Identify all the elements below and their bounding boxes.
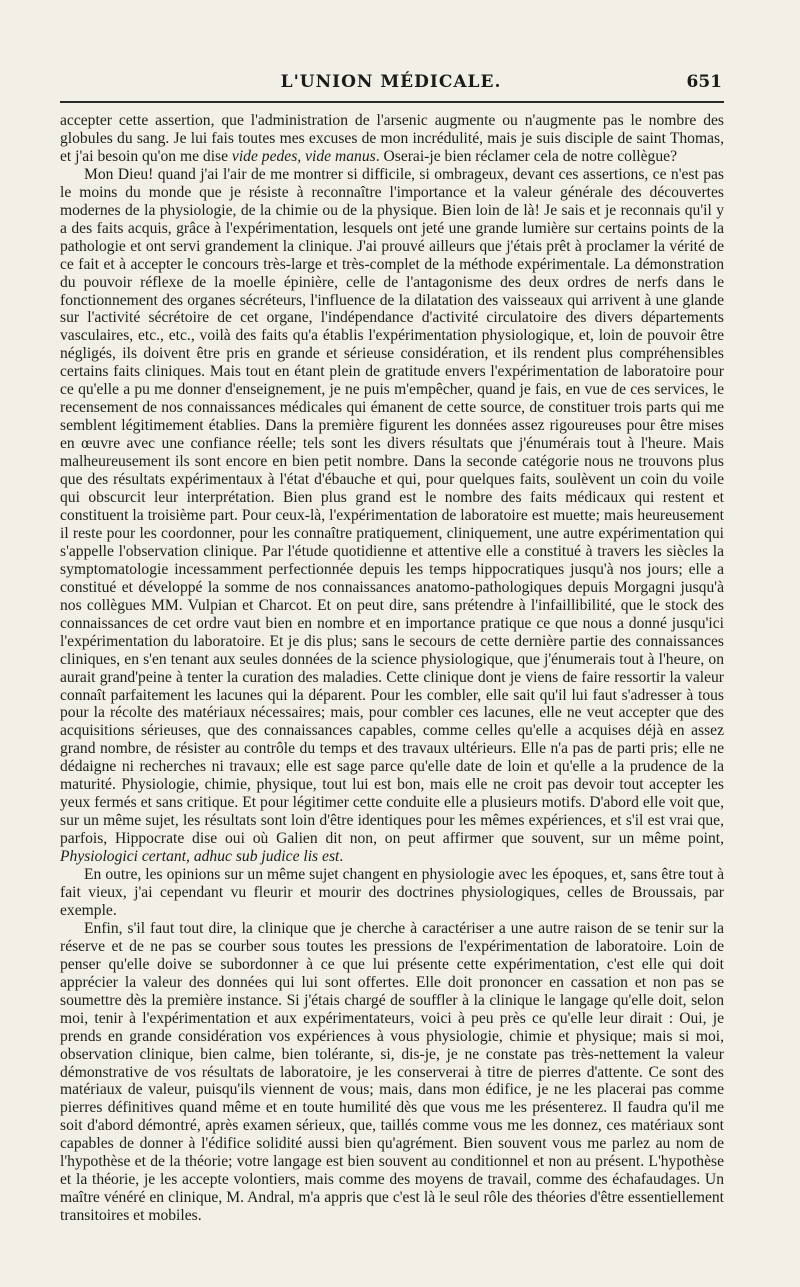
paragraph xyxy=(60,920,724,1225)
text-run: Mon Dieu! quand j'ai l'air de me montrer si difficile, si ombrageux, devant ces assertions, ce n'est pas le moins du monde que je résiste à reconnaître l'importance et la valeur générale des découvertes modernes de la physiologie, de la chimie ou de la physique. Bien loin de là! Je sais et je reconnais qu'il y a des faits acquis, grâce à l'expérimentation, lesquels ont jeté une grande lumière sur certains points de la pathologie et ont servi grandement la clinique. J'ai prouvé ailleurs que j'étais prêt à proclamer la vérité de ce fait et à accepter le concours très-large et très-complet de la méthode expérimentale. La démonstration du pouvoir réflexe de la moelle épinière, celle de l'antagonisme des deux ordres de nerfs dans le fonctionnement des organes sécréteurs, l'influence de la dilatation des vaisseaux qui arrivent à une glande sur l'activité sécrétoire de cet organe, l'indépendance d'activité circulatoire des divers départements vasculaires, etc., etc., voilà des faits qu'a établis l'expérimentation physiologique, et, loin de pouvoir être négligés, ils doivent être pris en grande et sérieuse considération, et ils rendent plus compréhensibles certains faits cliniques. Mais tout en étant plein de gratitude envers l'expérimentation de laboratoire pour ce qu'elle a pu me donner d'enseignement, je ne puis m'empêcher, quand je fais, en vue de ces services, le recensement de nos connaissances médicales qui émanent de cette source, de constituer trois parts qui me semblent légitimement établies. Dans la première figurent les données assez rigoureuses pour être mises en œuvre avec une confiance réelle; tels sont les divers résultats que j'énumérais tout à l'heure. Mais malheureusement ils sont encore en bien petit nombre. Dans la seconde catégorie nous ne trouvons plus que des résultats expérimentaux à l'état d'ébauche et qui, pour quelques faits, soulèvent un coin du voile qui obscurcit leur interprétation. Bien plus grand est le nombre des faits médicaux qui restent et constituent la troisième part. Pour ceux-là, l'expérimentation de laboratoire est muette; mais heureusement il reste pour les coordonner, pour les connaître pratiquement, cliniquement, une autre expérimentation qui s'appelle l'observation clinique. Par l'étude quotidienne et attentive elle a constitué à travers les siècles la symptomatologie incessamment perfectionnée depuis les temps hippocratiques jusqu'à nos jours; elle a constitué et développé la somme de nos connaissances anatomo-pathologiques depuis Morgagni jusqu'à nos collègues MM. Vulpian et Charcot. Et on peut dire, sans prétendre à l'infaillibilité, que le stock des connaissances de cet ordre vaut bien en nombre et en importance pratique ce que nous a donné jusqu'ici l'expérimentation du laboratoire. Et je dis plus; sans le secours de cette dernière partie des connaissances cliniques, en s'en tenant aux seules données de la science physiologique, que j'énumerais tout à l'heure, on aurait grand'peine à tenter la curation des maladies. Cette clinique dont je viens de faire ressortir la valeur connaît parfaitement les lacunes qui la déparent. Pour les combler, elle sait qu'il lui faut s'adresser à tous pour la récolte des matériaux nécessaires; mais, pour combler ces lacunes, elle ne veut accepter que des acquisitions sérieuses, que des connaissances capables, comme celles qu'elle a acquises déjà en assez grand nombre, de résister au contrôle du temps et des travaux ultérieurs. Elle n'a pas de parti pris; elle ne dédaigne ni recherches ni travaux; elle est sage parce qu'elle date de loin et qu'elle a la prudence de la maturité. Physiologie, chimie, physique, tout lui est bon, mais elle ne croit pas devoir tout accepter les yeux fermés et sans critique. Et pour légitimer cette conduite elle a plusieurs motifs. D'abord elle voit que, sur un même sujet, les résultats sont loin d'être identiques pour les mêmes expériences, et s'il est vrai que, parfois, Hippocrate dise oui où Galien dit non, on peut affirmer que souvent, sur un même point, xyxy=(60,165,724,848)
text-run: accepter cette assertion, que l'administration de l'arsenic augmente ou n'augmente pas le nombre des globules du sang. Je lui fais toutes mes excuses de mon incrédulité, mais je suis disciple de saint Thomas, et j'ai besoin qu'on me dise xyxy=(60,112,724,165)
article-body xyxy=(60,112,724,1225)
text-run: Enfin, s'il faut tout dire, la clinique que je cherche à caractériser a une autre raison de se tenir sur la réserve et de ne pas se courber sous toutes les pressions de l'expérimentation de laboratoire. Loin de penser qu'elle doive se subordonner à ce que lui présente cette expérimentation, c'est elle qui doit apprécier la valeur des données qui lui sont offertes. Elle doit prononcer en cassation et non pas se soumettre dès la première instance. Si j'étais chargé de souffler à la clinique le langage qu'elle doit, selon moi, tenir à l'expérimentation et aux expérimentateurs, voici à peu près ce qu'elle leur dirait : Oui, je prends en grande considération vos expériences à vous physiologie, chimie et physique; mais si moi, observation clinique, bien calme, bien tolérante, si, dis-je, je ne constate pas très-nettement la valeur démonstrative de vos résultats de laboratoire, je les conserverai à titre de pierres d'attente. Ce sont des matériaux de valeur, puisqu'ils viennent de vous; mais, dans mon édifice, je ne les placerai pas comme pierres définitives quand même et en toute humilité dès que vous me les présenterez. Il faudra qu'il me soit d'abord démontré, après examen sérieux, que, taillés comme vous me les donnez, ces matériaux sont capables de donner à l'édifice solidité aussi bien qu'agrément. Bien souvent vous me parlez au nom de l'hypothèse et de la théorie; votre langage est bien souvent au conditionnel et non au présent. L'hypothèse et la théorie, je les accepte volontiers, mais comme des moyens de travail, comme des échafaudages. Un maître vénéré en clinique, M. Andral, m'a appris que c'est là le seul rôle des théories d'être essentiellement transitoires et mobiles. xyxy=(60,919,724,1225)
text-run: . Oserai-je bien réclamer cela de notre collègue? xyxy=(375,147,677,165)
italic-phrase: vide pedes, vide manus xyxy=(231,147,376,165)
page-number: 651 xyxy=(686,72,722,92)
text-run: . xyxy=(339,848,344,866)
header-rule xyxy=(60,101,724,103)
italic-phrase: Physiologici certant, adhuc sub judice lis est xyxy=(60,848,340,866)
journal-title: L'UNION MÉDICALE. xyxy=(280,72,502,92)
paragraph xyxy=(60,166,724,866)
paragraph xyxy=(60,112,724,166)
paragraph xyxy=(60,866,724,920)
text-run: En outre, les opinions sur un même sujet changent en physiologie avec les époques, et, sans être tout à fait vieux, j'ai cependant vu fleurir et mourir des doctrines physiologiques, celles de Broussais, par exemple. xyxy=(60,866,724,919)
running-header xyxy=(60,72,722,98)
